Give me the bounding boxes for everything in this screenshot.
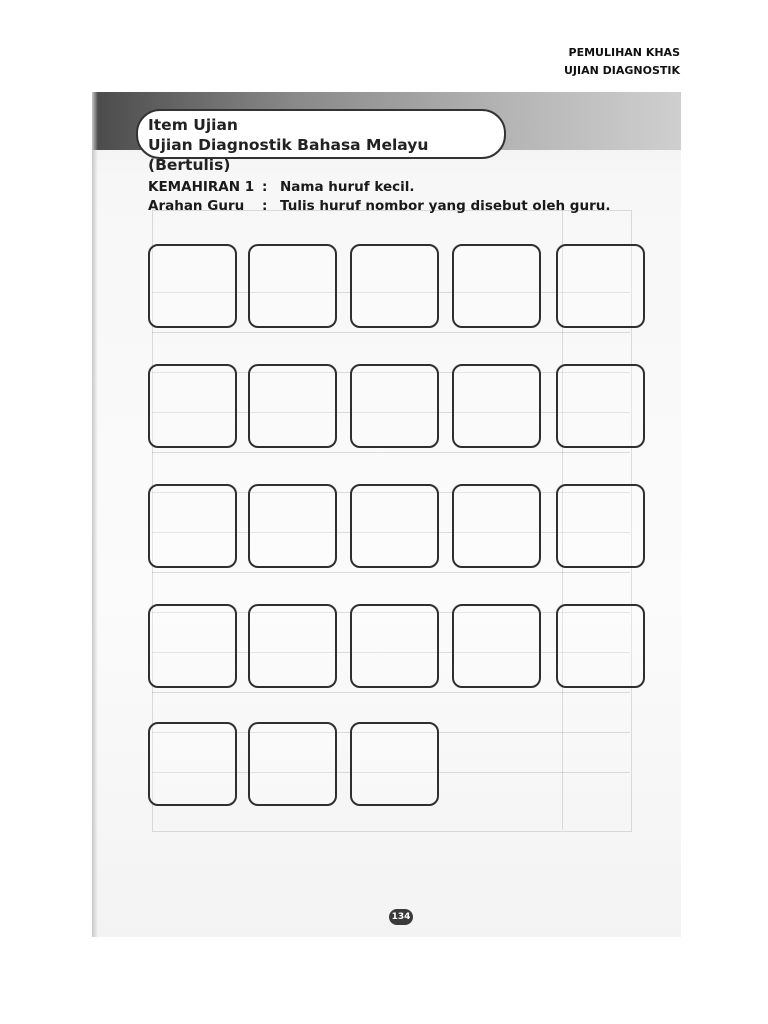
- answer-box[interactable]: [452, 484, 541, 568]
- title-line-2: Ujian Diagnostik Bahasa Melayu (Bertulis): [148, 136, 429, 174]
- skill-block: [148, 178, 610, 216]
- document-header: [564, 44, 680, 80]
- bleed-through-line: [152, 332, 630, 333]
- answer-box[interactable]: [556, 244, 645, 328]
- instruction-label: Arahan Guru: [148, 198, 245, 214]
- skill-label: KEMAHIRAN 1: [148, 179, 255, 195]
- bleed-through-line: [152, 692, 630, 693]
- answer-box[interactable]: [350, 604, 439, 688]
- answer-box[interactable]: [556, 364, 645, 448]
- answer-box[interactable]: [148, 722, 237, 806]
- answer-box[interactable]: [248, 364, 337, 448]
- answer-box[interactable]: [248, 484, 337, 568]
- item-title-banner: [136, 109, 506, 174]
- colon: :: [262, 179, 268, 195]
- skill-value: Nama huruf kecil.: [280, 179, 415, 195]
- answer-box[interactable]: [556, 604, 645, 688]
- answer-box[interactable]: [148, 244, 237, 328]
- bleed-through-line: [152, 452, 630, 453]
- header-line-1: PEMULIHAN KHAS: [568, 46, 680, 59]
- header-line-2: UJIAN DIAGNOSTIK: [563, 64, 680, 77]
- answer-box[interactable]: [452, 364, 541, 448]
- page-number: 134: [389, 909, 413, 925]
- scanned-worksheet: [92, 92, 681, 937]
- bleed-through-line: [152, 572, 630, 573]
- answer-box[interactable]: [556, 484, 645, 568]
- answer-box[interactable]: [248, 604, 337, 688]
- answer-box[interactable]: [350, 244, 439, 328]
- answer-box[interactable]: [350, 484, 439, 568]
- answer-box[interactable]: [350, 364, 439, 448]
- colon: :: [262, 198, 268, 214]
- instruction-value: Tulis huruf nombor yang disebut oleh guru.: [280, 198, 611, 214]
- answer-box[interactable]: [452, 604, 541, 688]
- answer-box[interactable]: [452, 244, 541, 328]
- answer-box[interactable]: [148, 484, 237, 568]
- answer-box[interactable]: [148, 364, 237, 448]
- scan-edge-shadow: [92, 92, 98, 937]
- answer-box[interactable]: [350, 722, 439, 806]
- answer-box[interactable]: [248, 722, 337, 806]
- answer-box[interactable]: [148, 604, 237, 688]
- answer-box[interactable]: [248, 244, 337, 328]
- title-line-1: Item Ujian: [148, 116, 238, 134]
